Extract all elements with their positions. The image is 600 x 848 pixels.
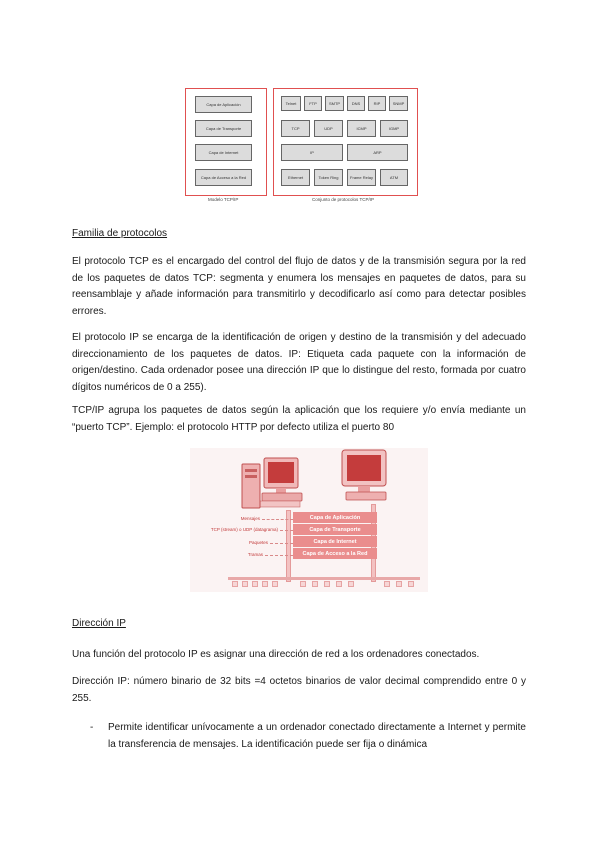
- paragraph-ip-definition: Dirección IP: número binario de 32 bits =4 octetos binarios de valor decimal comprendido entre 0 y 255.: [72, 676, 526, 704]
- layer-network-access: Capa de Acceso a la Red: [293, 548, 377, 559]
- label-paquetes: Paquetes: [248, 540, 268, 545]
- label-tramas: Tramas: [247, 552, 263, 557]
- left-vertical-link: [286, 510, 291, 582]
- paragraph-ip: El protocolo IP se encarga de la identificación de origen y destino de la transmisión y del adecuado direccionamiento de los paquetes de datos. IP: Etiqueta cada paquete con la información de origen/destino. Cada ordenador posee una dirección IP que lo distingue del resto, formada por cuatro dígitos numéricos de 0 a 255).: [72, 332, 526, 393]
- model-layer-transport: Capa de Transporte: [195, 120, 252, 137]
- computer-left-icon: [238, 456, 304, 514]
- layer-transport: Capa de Transporte: [293, 524, 377, 535]
- layer-application: Capa de Aplicación: [293, 512, 377, 523]
- model-layer-internet: Capa de Internet: [195, 144, 252, 161]
- network-node: [408, 581, 414, 587]
- network-node: [396, 581, 402, 587]
- connector-mensajes: [262, 519, 293, 520]
- protocol-snmp: SNMP: [389, 96, 408, 111]
- model-layer-application: Capa de Aplicación: [195, 96, 252, 113]
- protocol-ip: IP: [281, 144, 343, 161]
- network-node: [252, 581, 258, 587]
- network-node: [242, 581, 248, 587]
- layer-internet: Capa de Internet: [293, 536, 377, 547]
- network-bus-bar: [228, 577, 420, 580]
- network-node: [324, 581, 330, 587]
- protocol-icmp: ICMP: [347, 120, 376, 137]
- protocol-tcp: TCP: [281, 120, 310, 137]
- network-node: [262, 581, 268, 587]
- protocol-dns: DNS: [347, 96, 365, 111]
- protocol-frame-relay: Frame Relay: [347, 169, 376, 186]
- network-node: [272, 581, 278, 587]
- bullet-marker: -: [90, 722, 94, 733]
- connector-paquetes: [270, 543, 293, 544]
- paragraph-tcpip-ports: TCP/IP agrupa los paquetes de datos según la aplicación que los requiere y/o envía mediante un “puerto TCP”. Ejemplo: el protocolo HTTP por defecto utiliza el puerto 80: [72, 405, 526, 433]
- protocol-udp: UDP: [314, 120, 343, 137]
- protocol-arp: ARP: [347, 144, 408, 161]
- paragraph-ip-function: Una función del protocolo IP es asignar una dirección de red a los ordenadores conectados.: [72, 649, 480, 660]
- network-node: [348, 581, 354, 587]
- protocol-rip: RIP: [368, 96, 386, 111]
- protocol-telnet: Telnet: [281, 96, 301, 111]
- connector-tcp-udp: [280, 530, 293, 531]
- network-node: [336, 581, 342, 587]
- section-heading-protocol-family: Familia de protocolos: [72, 228, 168, 239]
- protocol-atm: ATM: [380, 169, 408, 186]
- label-tcp-udp: TCP (stream) o UDP (datagrama): [210, 527, 278, 532]
- protocol-igmp: IGMP: [380, 120, 408, 137]
- network-node: [384, 581, 390, 587]
- protocol-set-caption: Conjunto de protocolos TCP/IP: [312, 197, 374, 202]
- protocol-smtp: SMTP: [325, 96, 344, 111]
- network-node: [300, 581, 306, 587]
- network-node: [232, 581, 238, 587]
- computer-right-icon: [340, 448, 392, 504]
- protocol-ftp: FTP: [304, 96, 322, 111]
- paragraph-tcp: El protocolo TCP es el encargado del control del flujo de datos y de la transmisión segura por la red de los paquetes de datos TCP: segmenta y enumera los mensajes en paquetes de datos, para su reensamblaje y añade información para transmitirlo y decodificarlo así como para detectar posibles errores.: [72, 256, 526, 317]
- section-heading-ip-address: Dirección IP: [72, 618, 126, 629]
- network-node: [312, 581, 318, 587]
- model-layer-network-access: Capa de Acceso a la Red: [195, 169, 252, 186]
- connector-tramas: [265, 555, 293, 556]
- model-caption: Modelo TCP/IP: [208, 197, 239, 202]
- bullet-item-ip-identification: Permite identificar unívocamente a un ordenador conectado directamente a Internet y permite la transferencia de mensajes. La identificación puede ser fija o dinámica: [108, 722, 526, 750]
- protocol-token-ring: Token Ring: [314, 169, 343, 186]
- label-mensajes: Mensajes: [240, 516, 260, 521]
- protocol-ethernet: Ethernet: [281, 169, 310, 186]
